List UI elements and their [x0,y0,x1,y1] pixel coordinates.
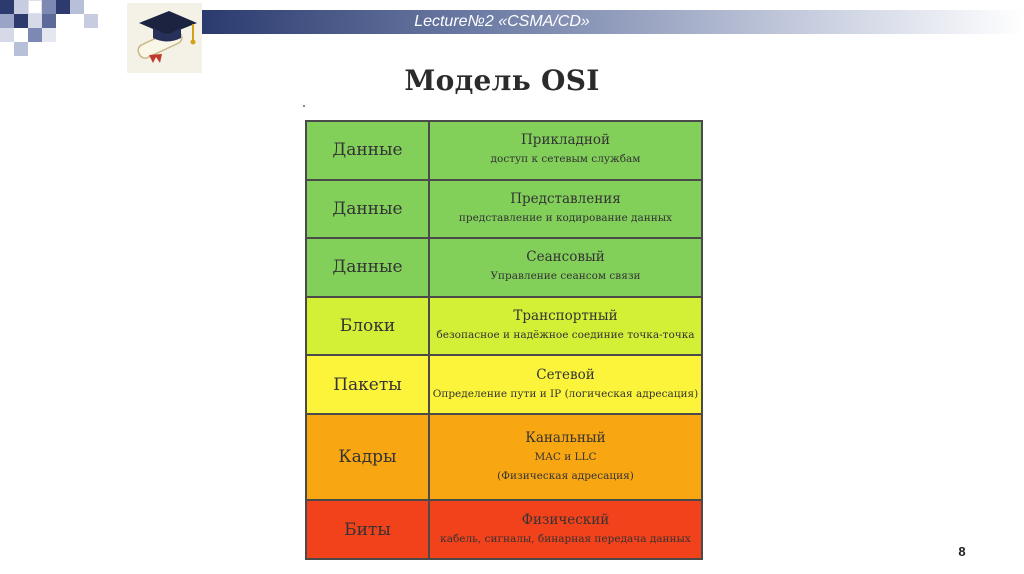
osi-layer-cell [429,414,702,500]
osi-layer-description: Управление сеансом связи [490,270,641,283]
osi-layer-name: Сетевой [536,366,595,383]
osi-layer-row [306,121,702,180]
osi-layer-description: MAC и LLC [534,450,597,463]
osi-data-unit: Биты [306,500,429,559]
osi-layer-cell [429,355,702,414]
osi-layer-row [306,414,702,500]
osi-layer-cell [429,121,702,180]
osi-data-unit: Пакеты [306,355,429,414]
osi-layer-cell [429,297,702,356]
osi-layer-name: Физический [521,511,610,528]
osi-data-unit: Данные [306,121,429,180]
osi-layer-name: Сеансовый [526,249,605,266]
osi-data-unit: Данные [306,180,429,239]
osi-data-unit: Данные [306,238,429,297]
osi-layer-cell [429,238,702,297]
slide-title: Модель OSI [404,64,600,97]
osi-layer-name: Канальный [525,429,606,446]
osi-data-unit: Блоки [306,297,429,356]
osi-layer-description: безопасное и надёжное соединие точка-точка [436,329,695,342]
osi-layer-row [306,238,702,297]
osi-layer-description: представление и кодирование данных [458,211,673,224]
page-number: 8 [958,544,966,559]
osi-layer-row [306,180,702,239]
stray-dot [303,105,305,107]
osi-model-table [305,120,703,560]
osi-layer-description: кабель, сигналы, бинарная передача данных [440,532,691,545]
osi-layer-row [306,355,702,414]
osi-layer-row [306,500,702,559]
osi-layer-cell [429,500,702,559]
osi-layer-row [306,297,702,356]
osi-layer-name: Транспортный [513,308,618,325]
lecture-title: Lecture№2 «CSMA/CD» [414,13,590,30]
osi-layer-cell [429,180,702,239]
osi-layer-description: (Физическая адресация) [497,469,634,482]
osi-data-unit: Кадры [306,414,429,500]
graduation-cap-icon [127,3,202,73]
osi-layer-name: Представления [510,190,621,207]
osi-layer-name: Прикладной [521,132,610,149]
osi-layer-description: Определение пути и IP (логическая адресация) [432,387,699,400]
osi-layer-description: доступ к сетевым службам [490,153,641,166]
